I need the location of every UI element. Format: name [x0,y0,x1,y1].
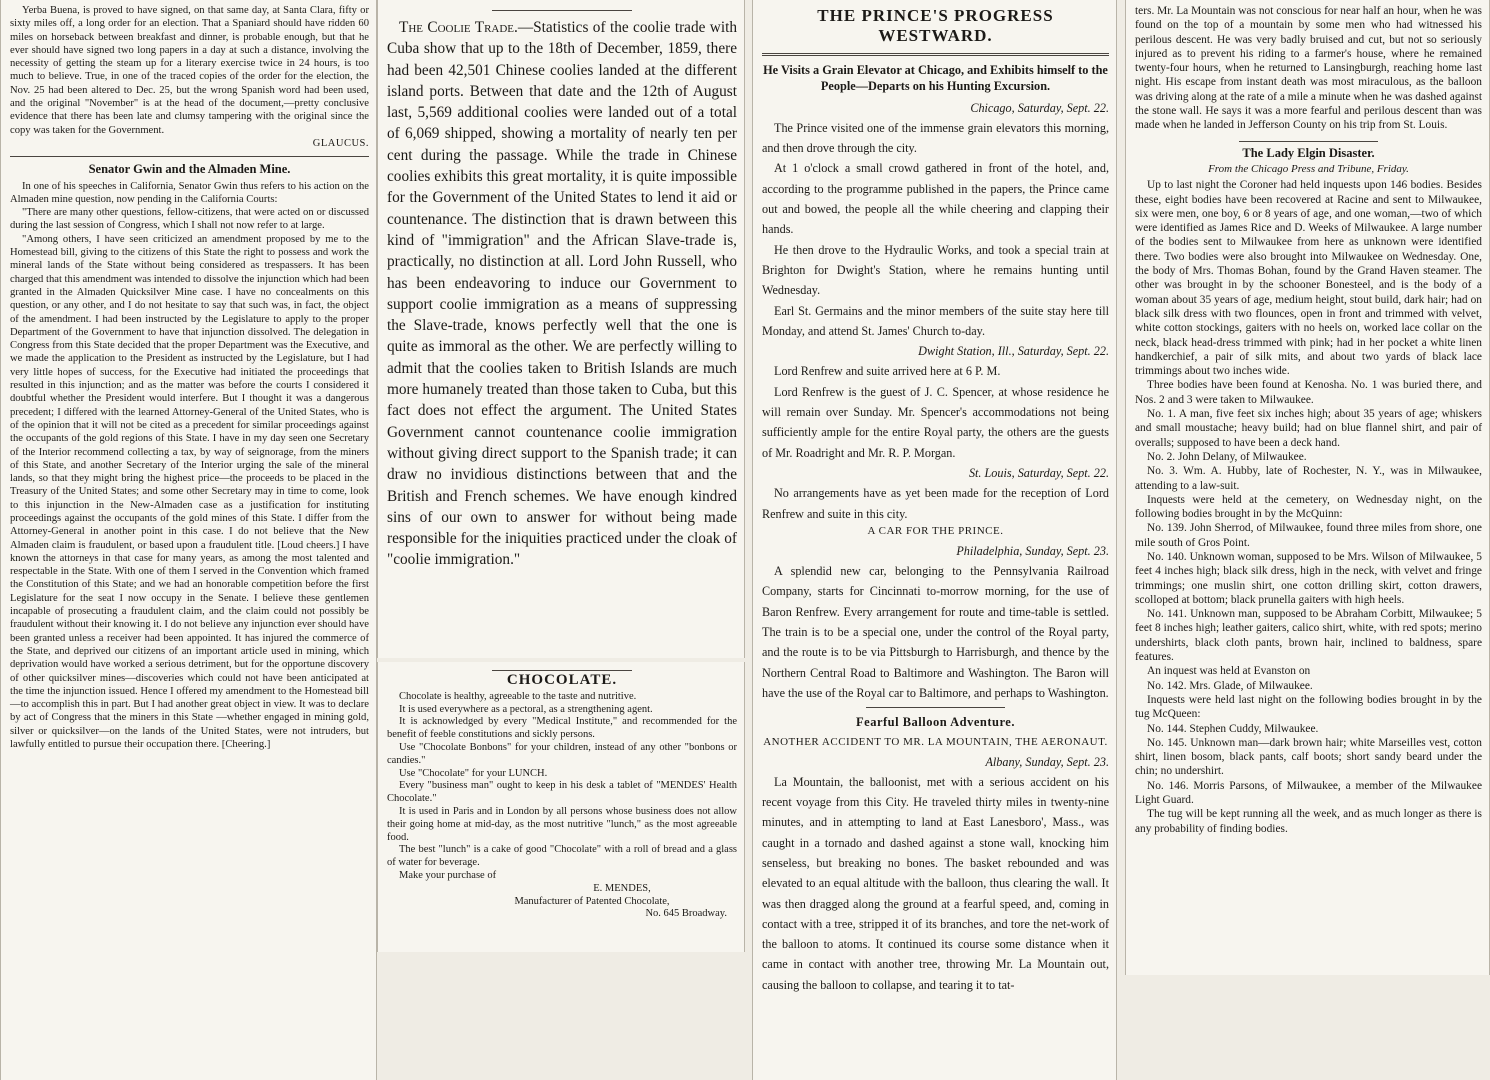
clipping-coolie-trade [377,0,745,658]
ad-line: It is used everywhere as a pectoral, as a strengthening agent. [399,703,653,715]
ad-signature-name: E. MENDES, [593,882,651,894]
balloon-subhead: ANOTHER ACCIDENT TO MR. LA MOUNTAIN, THE AERONAUT. [763,735,1108,748]
paragraph: The Prince visited one of the immense grain elevators this morning, and then drove through the city. [762,120,1109,156]
ad-line: Make your purchase of [399,869,497,881]
divider [762,53,1109,56]
paragraph: No. 141. Unknown man, supposed to be Abraham Corbitt, Milwaukee; 5 feet 8 inches high; leather gaiters, calico shirt, white, with red spots; merino undershirts, black cloth pants, brown hair, inclined to baldness, spare features. [1135,608,1482,664]
lady-elgin-heading: The Lady Elgin Disaster. [1242,145,1375,160]
divider [492,10,632,11]
paragraph: No. 145. Unknown man—dark brown hair; white Marseilles vest, cotton shirt, linen bosom, black pants, calf boots; short sandy beard under the chin; no undershirt. [1135,736,1482,778]
paragraph: No. 140. Unknown woman, supposed to be Mrs. Wilson of Milwaukee, 5 feet 4 inches high; black silk dress, high in the neck, with velvet and fringe trimmings; one muslin shirt, one cotton drilling skirt, cotton drawers, scolloped at bottom; black prunella gaiters with high heels. [1135,550,1482,606]
coolie-heading: The Coolie Trade. [399,19,518,36]
coolie-article [387,17,737,571]
ad-line: It is used in Paris and in London by all persons whose business does not allow their going home at mid-day, as the most nutritive "lunch," as the most agreeable food. [387,805,737,843]
clipping-almaden [0,0,377,1080]
paragraph: No arrangements have as yet been made for the reception of Lord Renfrew and suite in this city. [762,486,1109,521]
lady-elgin-source: From the Chicago Press and Tribune, Friday. [1208,162,1409,175]
paragraph: At 1 o'clock a small crowd gathered in front of the hotel, and, according to the programme published in the papers, the Prince came out and bowed, the people all the while cheering and clapping their hands. [762,161,1109,237]
paragraph: No. 146. Morris Parsons, of Milwaukee, a member of the Milwaukee Light Guard. [1135,779,1482,807]
paragraph: No. 139. John Sherrod, of Milwaukee, found three miles from shore, one mile south of Gros Point. [1135,522,1482,549]
paragraph: Three bodies have been found at Kenosha. No. 1 was buried there, and Nos. 2 and 3 were taken to Milwaukee. [1135,379,1482,406]
dateline: Philadelphia, Sunday, Sept. 23. [956,543,1109,558]
ad-signature-title: Manufacturer of Patented Chocolate, [514,895,670,907]
clipping-prince-progress [752,0,1117,1080]
paragraph: The tug will be kept running all the week, and as much longer as there is any probability of finding bodies. [1135,808,1482,835]
almaden-quote-1: "There are many other questions, fellow-citizens, that were acted on or discussed during the last session of Congress, which I shall not now refer to at large. [10,207,369,232]
prince-subhead: He Visits a Grain Elevator at Chicago, and Exhibits himself to the People—Departs on his Hunting Excursion. [763,62,1108,93]
clipping-lady-elgin [1125,0,1490,975]
almaden-heading: Senator Gwin and the Almaden Mine. [88,162,291,177]
balloon-continuation: ters. Mr. La Mountain was not conscious for near half an hour, when he was found on the top of a mountain by some men who had witnessed his perilous descent. He was very badly bruised and cut, but not so seriously injured as to prevent his riding to a farmer's house, where he remained twenty-four hours, when he returned to Lansingburgh, reaching home last night. His escape from instant death was most miraculous, as the balloon was driving along at the rate of a mile a minute when he was dashed against the stone wall. He says it was a more fearful and perilous descent than was made when he landed in Jefferson County on his trip from St. Louis. [1135,5,1482,132]
dateline: Dwight Station, Ill., Saturday, Sept. 22. [918,344,1109,359]
paragraph: No. 144. Stephen Cuddy, Milwaukee. [1147,722,1319,735]
balloon-heading: Fearful Balloon Adventure. [856,715,1015,730]
ad-line: It is acknowledged by every "Medical Institute," and recommended for the benefit of feeble constitutions and sickly persons. [387,716,737,741]
paragraph: No. 2. John Delany, of Milwaukee. [1147,450,1307,463]
paragraph: An inquest was held at Evanston on [1147,665,1311,678]
ad-line: The best "lunch" is a cake of good "Chocolate" with a roll of bread and a glass of water for beverage. [387,844,737,869]
paragraph: Earl St. Germains and the minor members of the suite stay here till Monday, and attend St. James' Church to-day. [762,303,1109,338]
divider [10,156,369,157]
paragraph: No. 3. Wm. A. Hubby, late of Rochester, N. Y., was in Milwaukee, attending to a law-suit. [1135,465,1482,492]
paragraph: Inquests were held at the cemetery, on Wednesday night, on the following bodies brought in by the McQuinn: [1135,493,1482,521]
coolie-body: —Statistics of the coolie trade with Cuba show that up to the 18th of December, 1859, there had been 42,501 Chinese coolies landed at the different island ports. Between that date and the 12th of August last, 5,569 additional coolies were landed out of a total of 6,069 shipped, showing a mortality of nearly ten per cent during the passage. While the trade in Chinese coolies exhibits this great mortality, it is quite impossible for the Government of the United States to lend it aid or countenance. The distinction that is drawn between this kind of "immigration" and the African Slave-trade is, practically, no distinction at all. Lord John Russell, who has been endeavoring to induce our Government to support coolie immigration as a means of suppressing the Slave-trade, knows perfectly well that the one is quite as immoral as the other. We are perfectly willing to admit that the coolies taken to British Islands are much more humanely treated than those taken to Cuba, but this fact does not effect the argument. The United States Government cannot countenance coolie immigration without giving direct support to the Spanish trade; it can draw no invidious distinctions between that and the British and French schemes. We have enough kindred sins of our own to answer for without being made responsible for the iniquities practiced under the cloak of "coolie immigration." [387,19,738,569]
glaucus-letter-end: Yerba Buena, is proved to have signed, on that same day, at Santa Clara, fifty or sixty miles off, a long order for an election. That a Spaniard should have ridden 60 miles on horseback between breakfast and dinner, is probable enough, but that he ever should have signed two long papers in a day at such a distance, involving the necessity of getting the steam up for a literary exercise twice in 24 hours, is too much to believe. True, in one of the traced copies of the order for the election, the Nov. 25 had been altered to Dec. 25, but the wrong Spanish word had been used, and the original "November" is at the head of the document,—pretty conclusive evidence that there has been late and clumsy tampering with the original since the copy was taken for the Government. [10,5,369,136]
divider [492,670,632,671]
divider [1239,141,1378,142]
glaucus-signature: GLAUCUS. [312,137,369,149]
paragraph: He then drove to the Hydraulic Works, and took a special train at Brighton for Dwight's Station, where he remains hunting until Wednesday. [762,242,1109,298]
ad-signature-address: No. 645 Broadway. [645,908,727,920]
dateline: Chicago, Saturday, Sept. 22. [970,100,1109,115]
car-heading: A CAR FOR THE PRINCE. [867,524,1004,537]
paragraph: No. 142. Mrs. Glade, of Milwaukee. [1147,679,1313,692]
ad-line: Every "business man" ought to keep in his desk a tablet of "MENDES' Health Chocolate." [387,780,737,805]
almaden-lead: In one of his speeches in California, Senator Gwin thus refers to his action on the Almaden mine question, now pending in the California Courts: [10,180,369,205]
ad-line: Use "Chocolate Bonbons" for your children, instead of any other "bonbons or candies." [387,741,737,766]
prince-headline: THE PRINCE'S PROGRESS WESTWARD. [817,6,1054,46]
paragraph: A splendid new car, belonging to the Pennsylvania Railroad Company, starts for Cincinnati to-morrow morning, for the use of Baron Renfrew. Every arrangement for route and time-table is settled. The train is to be a special one, under the control of the Royal party, and the route is to be via Pittsburgh to Harrisburgh, and thence by the Northern Central Road to Baltimore and Washington. The Baron will have the use of the Royal car to Baltimore, and perhaps to Washington. [762,564,1109,700]
ad-line: Use "Chocolate" for your LUNCH. [399,767,548,779]
paragraph: Up to last night the Coroner had held inquests upon 146 bodies. Besides these, eight bodies have been recovered at Racine and sent to Milwaukee, six were men, one boy, 6 or 8 years of age, and one woman,—two of which were identified as James Rice and D. Weeks of Milwaukee. A large number of the bodies sent to Milwaukee from here as unknown were identified there. Two bodies were also brought into Milwaukee on Wednesday. One, the body of Mrs. Thomas Bohan, found by the Grand Haven steamer. The other was brought in by the schooner Bonesteel, and is the body of a woman about 35 years of age, medium height, stout build, dark hair; had on black silk dress with two flounces, open in front and trimmed with velvet, white cotton stockings, gaiters with no heels on, worked lace collar on the neck, black head-dress trimmed with pink; had in her pocket a white linen handkerchief, a pair of silk mits, and about two yards of black lace trimmings about two inches wide. [1135,179,1482,378]
dateline: Albany, Sunday, Sept. 23. [985,754,1109,769]
paragraph: Lord Renfrew is the guest of J. C. Spencer, at whose residence he will remain over Sunday. Mr. Spencer's accommodations not being sufficiently ample for the entire Royal party, the others are the guests of Mr. Roadright and Mr. R. P. Morgan. [762,384,1109,460]
paragraph: No. 1. A man, five feet six inches high; about 35 years of age; whiskers and small moustache; heavy build; had on blue flannel shirt, and pair of overalls; supposed to have been a deck hand. [1135,408,1482,449]
paragraph: La Mountain, the balloonist, met with a serious accident on his recent voyage from this City. He traveled thirty miles in twenty-nine minutes, and in attempting to land at East Lanesboro', Mass., was caught in a tornado and dashed against a stone wall, knocking him senseless, but breaking no bones. The basket rebounded and was elevated to an equal altitude with the balloon, thus clearing the wall. It was then dragged along the ground at a fearful speed, and, coming in contact with a tree, stripped it of its branches, and tore the net-work of the balloon to atoms. It continued its course some distance when it came in contact with another tree, throwing Mr. La Mountain out, causing the balloon to collapse, and tearing it to tat- [762,774,1109,992]
clipping-chocolate-ad [377,662,745,952]
divider [866,707,1005,708]
dateline: St. Louis, Saturday, Sept. 22. [968,465,1109,480]
paragraph: Inquests were held last night on the following bodies brought in by the tug McQueen: [1135,693,1482,721]
ad-line: Chocolate is healthy, agreeable to the taste and nutritive. [399,690,637,702]
almaden-quote-2: "Among others, I have seen criticized an amendment proposed by me to the Homestead bill, giving to the citizens of this State the right to possess and work the mineral lands of the State without being considered as trespassers. It has been charged that this amendment was intended to dissolve the injunction which had been granted in the Almaden Quicksilver Mine case. I have no concealments on this question, or any other, and I do not hesitate to say that such was, in fact, the object of the amendment. I had been instructed by the Legislature to apply to the proper Department of the Government to have that injunction dissolved. The delegation in Congress from this State decided that the proper Department was the Executive, and we made the application to the President as instructed by the Legislature, but I had very little hopes of success, for the Executive had initiated the proceedings that resulted in this injunction; and as the matter was before the courts I considered it doubtful whether the President would interfere. But I thought it was a dangerous precedent; I differed with the learned Attorney-General of the United States, who is of the opinion that it will not be cited as a precedent for similar proceedings against the occupants of the gold regions of this State. I have in my day seen one Secretary of the Interior recommend collecting a tax, by way of seignorage, from the miners of this State, and another Secretary of the Interior urging the sale of the mineral lands, so that they might bring the highest price—the proceeds to be placed in the Treasury of the United States; and some other Secretary may in time to come, look to this injunction in the New-Almaden case as a justification for instituting proceedings against the occupants of the gold mines of this State. I differ from the Attorney-General in another point in this case. I do not believe that the New Almaden claim is fraudulent, or based upon a fraudulent title. [Loud cheers.] I have known the attorneys in that case for many years, as among the most talented and respectable in the State. With one of them I served in the Convention which framed the Constitution of this State; and we had an honorable competition before the first Legislature for the seat I now occupy in the Senate. I believe these gentlemen incapable of prosecuting a fraudulent claim, and the claim could not possibly be fraudulent without their knowing it. I do not believe any injunction ever should have been granted unless a receiver had been appointed. It has injured the commerce of the State, and deprived our citizens of an important article used in mining, which deprivation would have worked a serious detriment, but for the opportune discovery of other quicksilver mines—discoveries which could not have been anticipated at the time the injunction issued. Hence I offered my amendment to the Homestead bill—to accomplish this in part. But I had another great object in view. It was to declare by act of Congress that the miners in this State —whether engaged in mining gold, silver or quicksilver—on the lands of the United States, were not intruders, but lawfully entitled to pursue their occupation there. [Cheering.] [10,233,369,751]
chocolate-heading: CHOCOLATE. [506,672,618,688]
paragraph: Lord Renfrew and suite arrived here at 6 P. M. [774,364,1001,379]
